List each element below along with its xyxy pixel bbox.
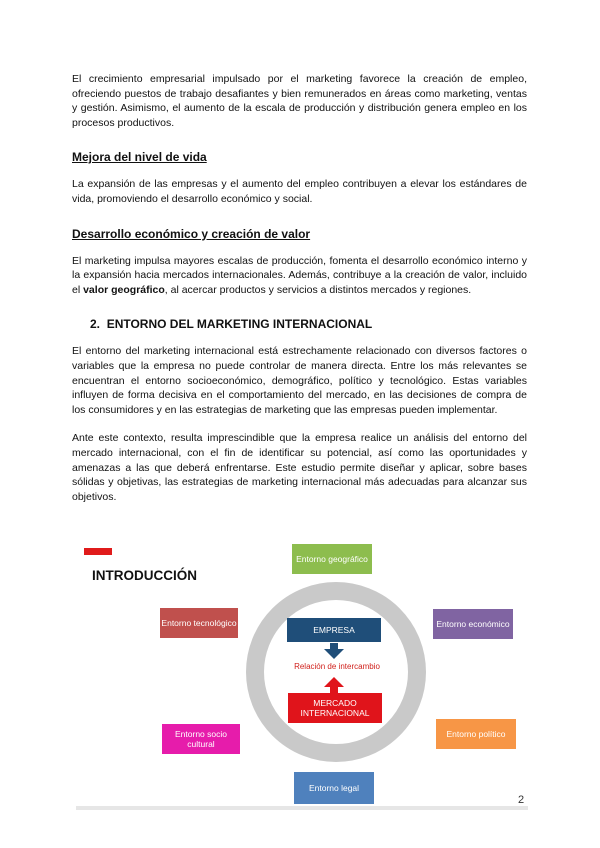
figure-bottom-rule [76, 806, 528, 810]
paragraph-entorno: El entorno del marketing internacional está estrechamente relacionado con diversos factores o variables que la empresa no puede controlar de manera directa. Entre los más relevantes se encuentran el entorno socioeconómico, demográfico, político y tecnológico. Estas variables influyen de forma decisiva en el comportamiento del mercado, en las decisiones de compra de los consumidores y en las estrategias de marketing que las empresas pueden implementar. [72, 345, 527, 416]
section-heading-entorno [72, 317, 527, 331]
heading-mejora-nivel-vida: Mejora del nivel de vida [72, 150, 207, 165]
paragraph-nivel-vida: La expansión de las empresas y el aumento del empleo contribuyen a elevar los estándares de vida, promoviendo el desarrollo económico y social. [72, 178, 527, 205]
document-body [72, 72, 527, 504]
entorno-diagram [76, 538, 529, 808]
arrow-down-icon [324, 643, 344, 659]
environment-ring [246, 582, 426, 762]
box-entorno-legal: Entorno legal [294, 772, 374, 804]
box-entorno-tecnologico: Entorno tecnológico [160, 608, 238, 638]
page-number: 2 [518, 794, 525, 806]
box-entorno-politico: Entorno político [436, 719, 516, 749]
box-entorno-sociocultural: Entorno socio cultural [162, 724, 240, 754]
relacion-intercambio-label: Relación de intercambio [294, 662, 380, 671]
red-accent-bar [84, 548, 112, 555]
valor-geografico-bold: valor geográfico [83, 283, 165, 296]
paragraph-desarrollo-part2: , al acercar productos y servicios a distintos mercados y regiones. [164, 283, 472, 296]
section-number: 2. [90, 317, 101, 332]
box-mercado-internacional: MERCADO INTERNACIONAL [288, 693, 382, 723]
paragraph-desarrollo-part1: El marketing impulsa mayores escalas de producción, fomenta el desarrollo económico interno y la expansión hacia mercados internacionales. Además, contribuye a la creación de valor, incluido el [72, 254, 527, 296]
box-empresa: EMPRESA [287, 618, 381, 642]
arrow-up-icon [324, 677, 344, 693]
box-entorno-geografico: Entorno geográfico [292, 544, 372, 574]
paragraph-desarrollo [72, 254, 527, 298]
box-entorno-economico: Entorno económico [433, 609, 513, 639]
diagram-title: INTRODUCCIÓN [92, 568, 197, 583]
heading-desarrollo-economico: Desarrollo económico y creación de valor [72, 226, 311, 241]
section-title: ENTORNO DEL MARKETING INTERNACIONAL [106, 317, 373, 332]
paragraph-analisis: Ante este contexto, resulta imprescindible que la empresa realice un análisis del entorno del mercado internacional, con el fin de identificar su potencial, así como las oportunidades y amenazas a las que deberá enfrentarse. Este estudio permite diseñar y aplicar, sobre bases sólidas y objetivas, las estrategias de marketing internacional más adecuadas para alcanzar sus objetivos. [72, 432, 527, 503]
paragraph-employment: El crecimiento empresarial impulsado por el marketing favorece la creación de empleo, ofreciendo puestos de trabajo desafiantes y bien remunerados en áreas como marketing, ventas y gestión. Asimismo, el aumento de la escala de producción y distribución genera empleo en los procesos productivos. [72, 73, 527, 129]
